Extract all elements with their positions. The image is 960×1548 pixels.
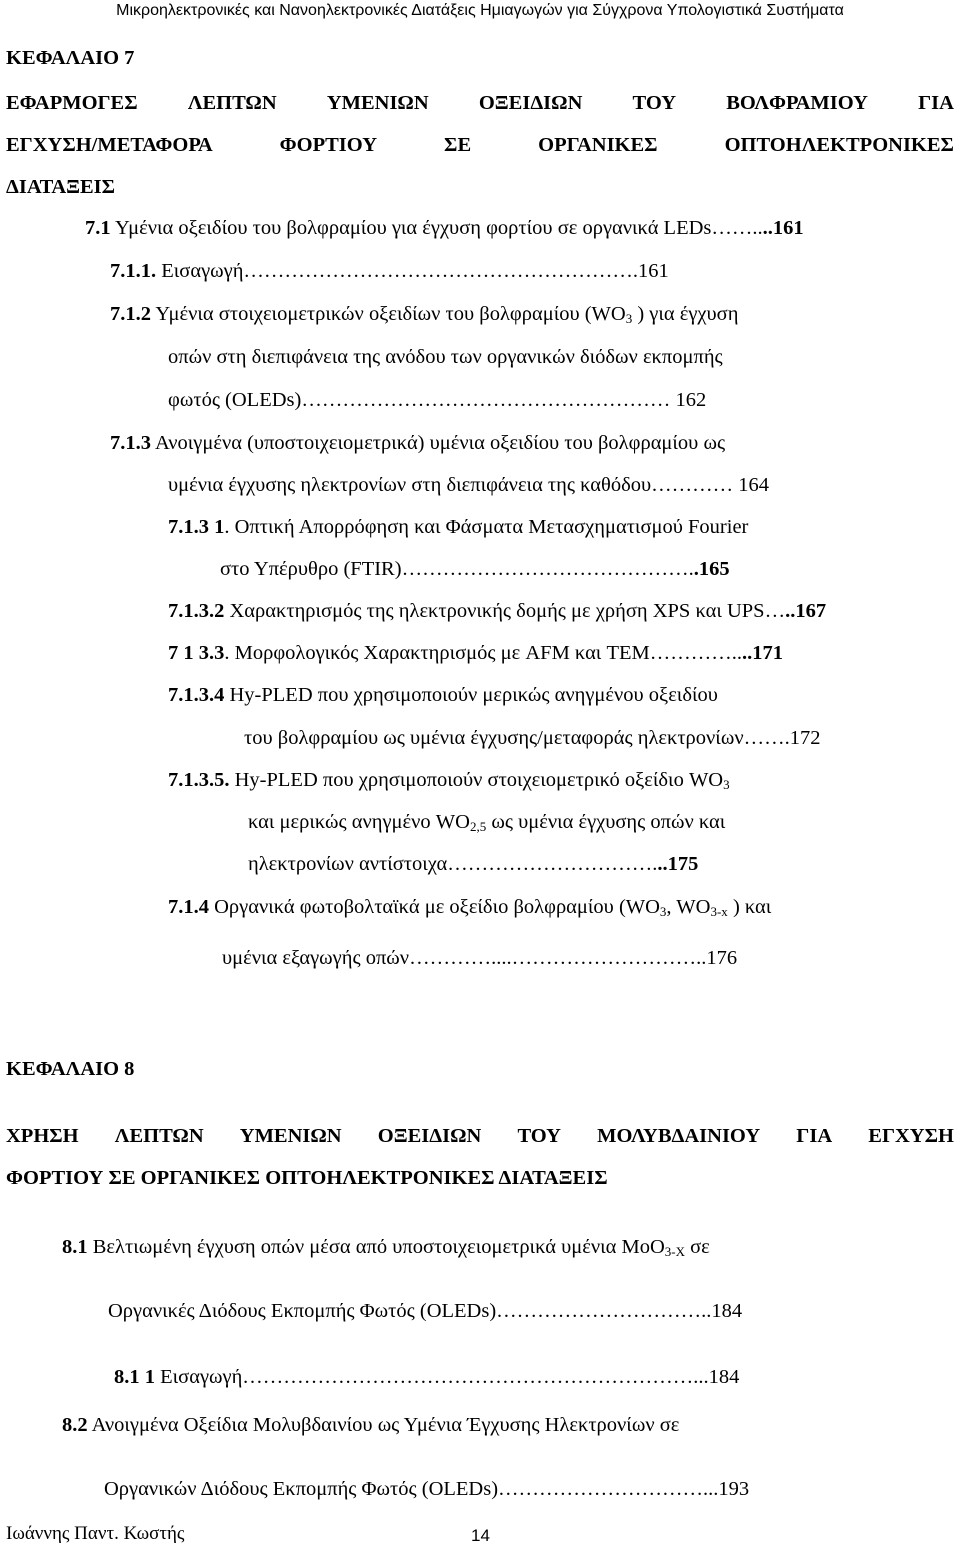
toc-entry-7-1-3-3[interactable]: 7 1 3.3. Μορφολογικός Χαρακτηρισμός με AFM και TEM…………....171 — [168, 642, 783, 664]
toc-entry-7-1-3-5[interactable]: 7.1.3.5. Hy-PLED που χρησιμοποιούν στοιχειομετρικό οξείδιο $WO_3$ — [168, 769, 730, 792]
toc-entry-7-1-2-line3: φωτός (OLEDs)……………………………………………… 162 — [168, 389, 707, 411]
chapter-7-title-line3: ΔΙΑΤΑΞΕΙΣ — [6, 176, 116, 198]
toc-entry-7-1-4[interactable]: 7.1.4 Οργανικά φωτοβολταϊκά με οξείδιο βολφραμίου ($WO_3$, $WO_{3-x}$ ) και — [168, 896, 772, 919]
toc-entry-8-1-line2: Οργανικές Διόδους Εκπομπής Φωτός (OLEDs)…………………………..184 — [108, 1300, 743, 1322]
toc-entry-7-1-3-5-line3: ηλεκτρονίων αντίστοιχα…………………………...175 — [248, 853, 699, 875]
toc-entry-8-2-line2: Οργανικών Διόδους Εκπομπής Φωτός (OLEDs)…………………………...193 — [104, 1478, 750, 1500]
toc-entry-7-1-3-1-line2: στο Υπέρυθρο (FTIR)……………………………………..165 — [220, 558, 730, 580]
footer-author: Ιωάννης Παντ. Κωστής — [6, 1523, 185, 1544]
running-header: Μικροηλεκτρονικές και Νανοηλεκτρονικές Διατάξεις Ημιαγωγών για Σύγχρονα Υπολογιστικά Συστήματα — [116, 2, 844, 19]
toc-entry-7-1-1[interactable]: 7.1.1. Εισαγωγή………………………………………………….161 — [110, 260, 669, 282]
toc-entry-7-1-3-4[interactable]: 7.1.3.4 Hy-PLED που χρησιμοποιούν μερικώς ανηγμένου οξειδίου — [168, 684, 718, 706]
toc-entry-7-1-3-1[interactable]: 7.1.3 1. Οπτική Απορρόφηση και Φάσματα Μετασχηματισμού Fourier — [168, 516, 749, 538]
footer-page-number: 14 — [471, 1526, 490, 1545]
toc-entry-8-1[interactable]: 8.1 Βελτιωμένη έγχυση οπών μέσα από υποστοιχειομετρικά υμένια MoO$_{3-X}$ σε — [62, 1236, 710, 1259]
toc-entry-7-1-3-2[interactable]: 7.1.3.2 Χαρακτηρισμός της ηλεκτρονικής δομής με χρήση XPS και UPS…..167 — [168, 600, 827, 622]
chapter-7-label: ΚΕΦΑΛΑΙΟ 7 — [6, 47, 135, 69]
toc-entry-8-1-1[interactable]: 8.1 1 Εισαγωγή…………………………………………………………...184 — [114, 1366, 740, 1388]
chapter-8-title-line2: ΦΟΡΤΙΟΥ ΣΕ ΟΡΓΑΝΙΚΕΣ ΟΠΤΟΗΛΕΚΤΡΟΝΙΚΕΣ ΔΙΑΤΑΞΕΙΣ — [6, 1167, 608, 1189]
toc-entry-7-1[interactable]: 7.1 Υμένια οξειδίου του βολφραμίου για έγχυση φορτίου σε οργανικά LEDs……....161 — [85, 217, 804, 239]
chapter-8-label: ΚΕΦΑΛΑΙΟ 8 — [6, 1058, 135, 1080]
toc-entry-7-1-3-5-line2: και μερικώς ανηγμένο $WO_{2,5}$ ως υμένια έγχυσης οπών και — [248, 811, 726, 834]
toc-entry-7-1-2-line2: οπών στη διεπιφάνεια της ανόδου των οργανικών διόδων εκπομπής — [168, 346, 723, 368]
toc-entry-8-2[interactable]: 8.2 Ανοιγμένα Οξείδια Μολυβδαινίου ως Υμένια Έγχυσης Ηλεκτρονίων σε — [62, 1414, 680, 1436]
toc-entry-7-1-4-line2: υμένια εξαγωγής οπών…………....………………………..176 — [222, 947, 738, 969]
toc-entry-7-1-3-line2: υμένια έγχυσης ηλεκτρονίων στη διεπιφάνεια της καθόδου………… 164 — [168, 474, 770, 496]
toc-entry-7-1-2[interactable]: 7.1.2 Υμένια στοιχειομετρικών οξειδίων του βολφραμίου ($WO_3$ ) για έγχυση — [110, 303, 739, 326]
chapter-7-title-line2: ΕΓΧΥΣΗ/ΜΕΤΑΦΟΡΑ ΦΟΡΤΙΟΥ ΣΕ ΟΡΓΑΝΙΚΕΣ ΟΠΤΟΗΛΕΚΤΡΟΝΙΚΕΣ — [6, 134, 954, 156]
toc-entry-7-1-3[interactable]: 7.1.3 Ανοιγμένα (υποστοιχειομετρικά) υμένια οξειδίου του βολφραμίου ως — [110, 432, 726, 454]
toc-entry-7-1-3-4-line2: του βολφραμίου ως υμένια έγχυσης/μεταφοράς ηλεκτρονίων…….172 — [244, 727, 821, 749]
chapter-7-title-line1: ΕΦΑΡΜΟΓΕΣ ΛΕΠΤΩΝ ΥΜΕΝΙΩΝ ΟΞΕΙΔΙΩΝ ΤΟΥ ΒΟΛΦΡΑΜΙΟΥ ΓΙΑ — [6, 92, 954, 114]
chapter-8-title-line1: ΧΡΗΣΗ ΛΕΠΤΩΝ ΥΜΕΝΙΩΝ ΟΞΕΙΔΙΩΝ ΤΟΥ ΜΟΛΥΒΔΑΙΝΙΟΥ ΓΙΑ ΕΓΧΥΣΗ — [6, 1125, 954, 1147]
